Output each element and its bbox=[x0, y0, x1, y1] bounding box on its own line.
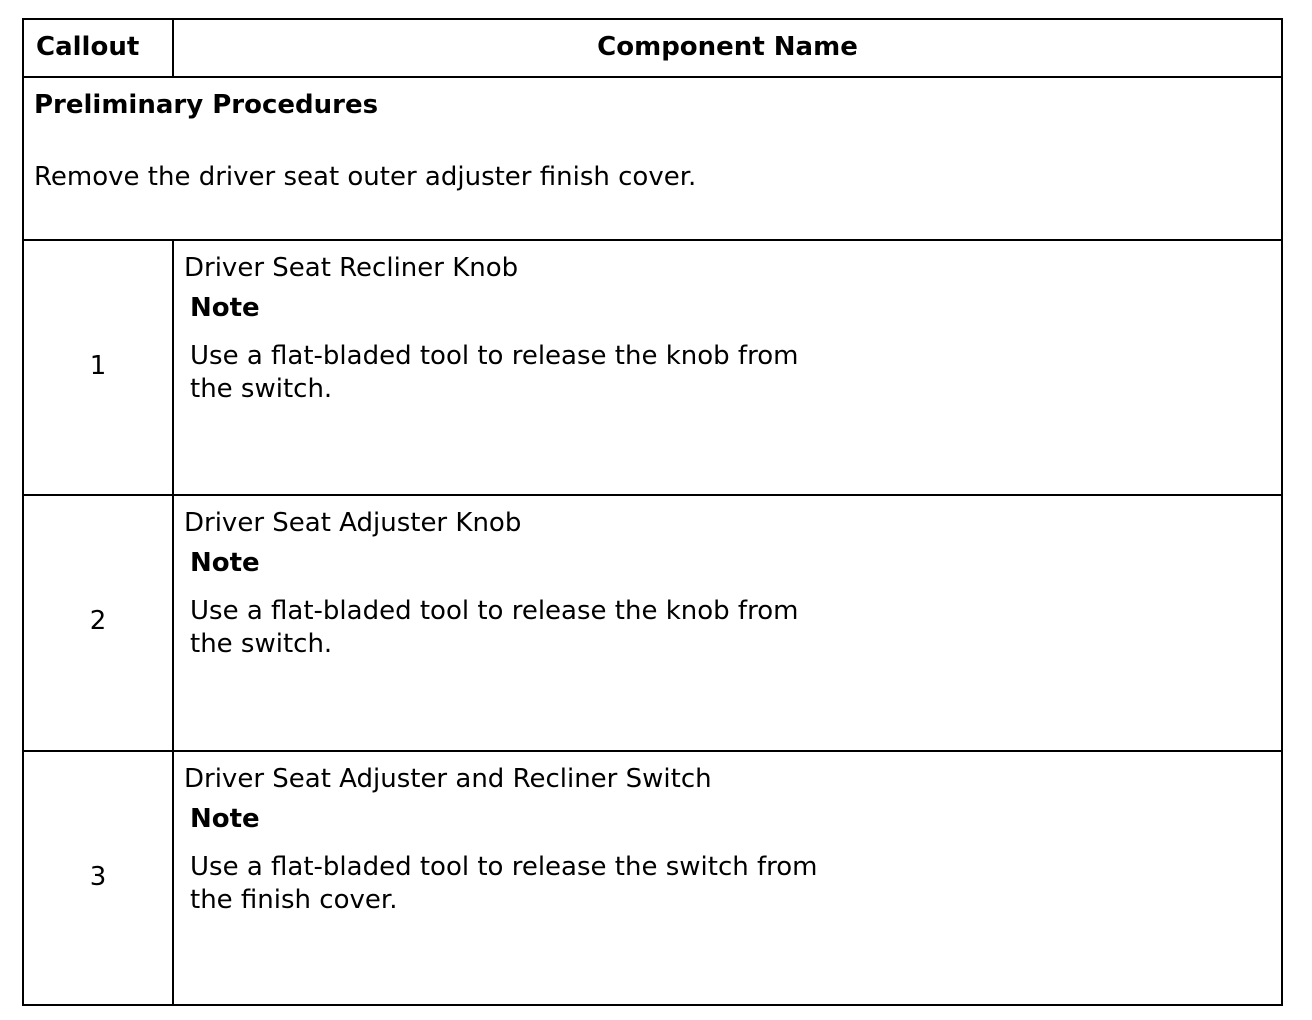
preliminary-procedures-title: Preliminary Procedures bbox=[34, 90, 379, 120]
note-label: Note bbox=[190, 293, 260, 323]
table-header-row bbox=[24, 20, 1281, 76]
note-label: Note bbox=[190, 804, 260, 834]
preliminary-procedures-text: Remove the driver seat outer adjuster finish cover. bbox=[34, 162, 697, 192]
note-text: Use a flat-bladed tool to release the knob from the switch. bbox=[190, 341, 799, 404]
table-row bbox=[24, 239, 1281, 494]
table-row bbox=[24, 494, 1281, 750]
note-text: Use a flat-bladed tool to release the switch from the finish cover. bbox=[190, 852, 818, 915]
component-cell bbox=[174, 496, 1281, 750]
component-name: Driver Seat Adjuster and Recliner Switch bbox=[184, 764, 712, 794]
component-name: Driver Seat Recliner Knob bbox=[184, 253, 519, 283]
component-cell bbox=[174, 241, 1281, 494]
note-text: Use a flat-bladed tool to release the knob from the switch. bbox=[190, 596, 799, 659]
component-name-header: Component Name bbox=[597, 32, 858, 62]
callout-number: 1 bbox=[89, 351, 107, 381]
callout-cell bbox=[24, 241, 174, 494]
note-label: Note bbox=[190, 548, 260, 578]
component-name: Driver Seat Adjuster Knob bbox=[184, 508, 522, 538]
callout-number: 2 bbox=[89, 606, 107, 636]
component-header-cell bbox=[174, 20, 1281, 76]
callout-cell bbox=[24, 752, 174, 1004]
component-table bbox=[22, 18, 1283, 1006]
preliminary-procedures-row bbox=[24, 76, 1281, 239]
callout-header: Callout bbox=[36, 32, 140, 62]
callout-header-cell bbox=[24, 20, 174, 76]
table-row bbox=[24, 750, 1281, 1004]
component-cell bbox=[174, 752, 1281, 1004]
callout-number: 3 bbox=[89, 862, 107, 892]
callout-cell bbox=[24, 496, 174, 750]
